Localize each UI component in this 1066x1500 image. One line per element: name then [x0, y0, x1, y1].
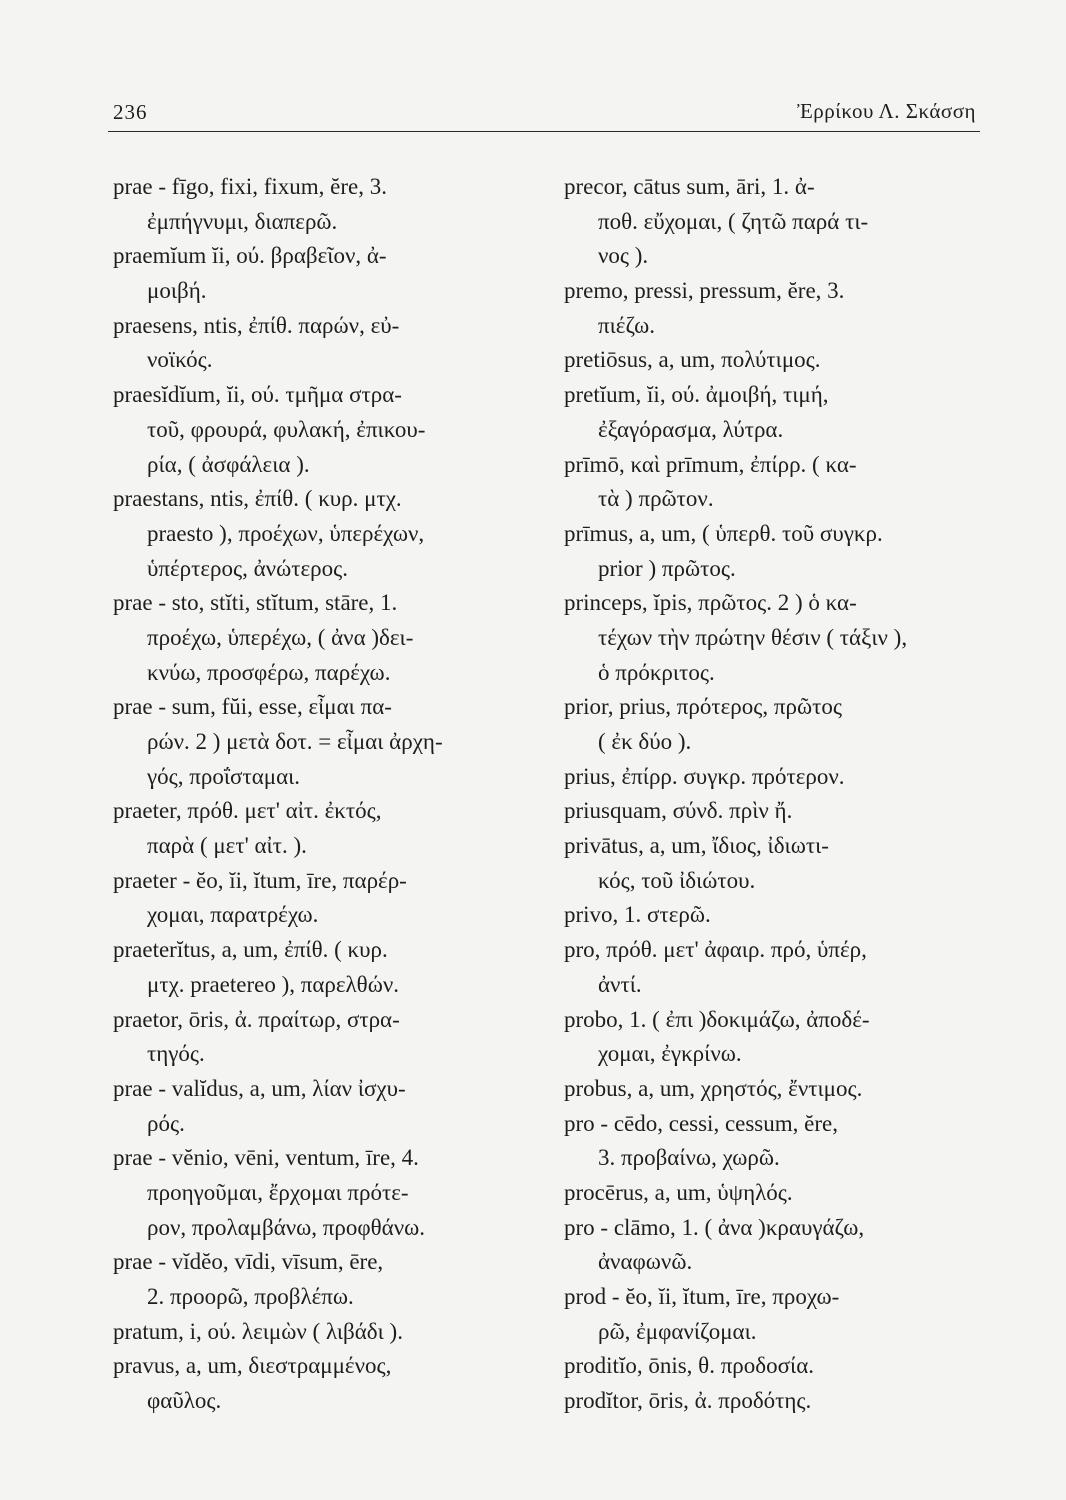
dictionary-entry-line: prīmō, καὶ prīmum, ἐπίρρ. ( κα- — [564, 451, 857, 477]
entry-continuation-line: ρός. — [147, 1110, 185, 1136]
entry-continuation-line: ἀναφωνῶ. — [598, 1249, 693, 1275]
entry-continuation-line: τοῦ, φρουρά, φυλακή, ἐπικου- — [147, 416, 426, 442]
dictionary-entry-line: pretiōsus, a, um, πολύτιμος. — [564, 347, 821, 373]
dictionary-entry-line: precor, cātus sum, āri, 1. ἀ- — [564, 174, 815, 199]
entry-continuation-line: ρία, ( ἀσφάλεια ). — [147, 451, 310, 477]
entry-continuation-line: γός, προΐσταμαι. — [147, 763, 301, 789]
dictionary-entry-line: proditĭo, ōnis, θ. προδοσία. — [564, 1353, 815, 1379]
dictionary-entry-line: prae - vĭdĕo, vīdi, vīsum, ēre, — [113, 1249, 384, 1275]
entry-continuation-line: νος ). — [598, 243, 649, 269]
entry-continuation-line: prior ) πρῶτος. — [598, 555, 736, 581]
dictionary-entry-line: princeps, ĭpis, πρῶτος. 2 ) ὁ κα- — [564, 590, 857, 616]
dictionary-entry-line: praetor, ōris, ἀ. πραίτωρ, στρα- — [113, 1006, 400, 1032]
dictionary-entry-line: privo, 1. στερῶ. — [564, 902, 711, 928]
dictionary-entry-line: prae - sto, stĭti, stĭtum, stāre, 1. — [113, 590, 398, 616]
right-column — [564, 170, 984, 1419]
entry-continuation-line: ἀντί. — [598, 971, 642, 997]
dictionary-entry-line: pravus, a, um, διεστραμμένος, — [113, 1353, 392, 1379]
entry-continuation-line: παρὰ ( μετ' αἰτ. ). — [147, 833, 307, 859]
dictionary-entry-line: pro - cēdo, cessi, cessum, ĕre, — [564, 1110, 838, 1136]
dictionary-entry-line: prod - ĕo, ĭi, ĭtum, īre, προχω- — [564, 1284, 840, 1309]
entry-continuation-line: κός, τοῦ ἰδιώτου. — [598, 867, 756, 893]
dictionary-entry-line: privātus, a, um, ἴδιος, ἰδιωτι- — [564, 833, 829, 859]
entry-continuation-line: praesto ), προέχων, ὑπερέχων, — [147, 520, 425, 546]
entry-continuation-line: ἐμπήγνυμι, διαπερῶ. — [147, 208, 338, 234]
running-head: Ἐρρίκου Λ. Σκάσση — [797, 99, 976, 123]
entry-continuation-line: ρών. 2 ) μετὰ δοτ. = εἶμαι ἀρχη- — [147, 729, 443, 754]
dictionary-entry-line: praeter, πρόθ. μετ' αἰτ. ἐκτός, — [113, 798, 382, 824]
entry-continuation-line: προέχω, ὑπερέχω, ( ἀνα )δει- — [147, 624, 414, 650]
entry-continuation-line: χομαι, παρατρέχω. — [147, 902, 319, 928]
header-rule — [108, 131, 980, 132]
dictionary-entry-line: praesens, ntis, ἐπίθ. παρών, εὐ- — [113, 312, 400, 338]
dictionary-entry-line: probus, a, um, χρηστός, ἔντιμος. — [564, 1075, 863, 1101]
entry-continuation-line: νοϊκός. — [147, 347, 213, 373]
entry-continuation-line: 2. προορῶ, προβλέπω. — [147, 1284, 354, 1309]
dictionary-entry-line: procērus, a, um, ὑψηλός. — [564, 1179, 793, 1205]
dictionary-entry-line: priusquam, σύνδ. πρὶν ἤ. — [564, 798, 793, 824]
entry-continuation-line: φαῦλος. — [147, 1388, 222, 1414]
entry-continuation-line: ρῶ, ἐμφανίζομαι. — [598, 1318, 757, 1344]
entry-continuation-line: τηγός. — [147, 1041, 205, 1067]
dictionary-entry-line: probo, 1. ( ἐπι )δοκιμάζω, ἀποδέ- — [564, 1006, 870, 1032]
dictionary-entry-line: pratum, i, ού. λειμὼν ( λιβάδι ). — [113, 1318, 403, 1344]
entry-continuation-line: τὰ ) πρῶτον. — [598, 486, 714, 512]
dictionary-entry-line: praemĭum ĭi, ού. βραβεῖον, ἀ- — [113, 243, 387, 269]
entry-continuation-line: τέχων τὴν πρώτην θέσιν ( τάξιν ), — [598, 624, 908, 650]
dictionary-entry-line: premo, pressi, pressum, ĕre, 3. — [564, 278, 845, 304]
dictionary-entry-line: prae - fīgo, fixi, fixum, ĕre, 3. — [113, 174, 387, 199]
entry-continuation-line: ρον, προλαμβάνω, προφθάνω. — [147, 1214, 426, 1240]
dictionary-entry-line: prior, prius, πρότερος, πρῶτος — [564, 694, 842, 720]
entry-continuation-line: 3. προβαίνω, χωρῶ. — [598, 1145, 780, 1171]
dictionary-entry-line: pro, πρόθ. μετ' ἀφαιρ. πρό, ὑπέρ, — [564, 937, 867, 963]
dictionary-entry-line: prae - vĕnio, vēni, ventum, īre, 4. — [113, 1145, 419, 1171]
entry-continuation-line: πιέζω. — [598, 312, 656, 338]
entry-continuation-line: ἐξαγόρασμα, λύτρα. — [598, 416, 784, 442]
dictionary-entry-line: praesĭdĭum, ĭi, ού. τμῆμα στρα- — [113, 382, 402, 408]
dictionary-entry-line: praeter - ĕo, ĭi, ĭtum, īre, παρέρ- — [113, 867, 407, 893]
dictionary-entry-line: praeterĭtus, a, um, ἐπίθ. ( κυρ. — [113, 937, 388, 963]
entry-continuation-line: χομαι, ἐγκρίνω. — [598, 1041, 742, 1067]
entry-continuation-line: μοιβή. — [147, 278, 207, 304]
dictionary-entry-line: prīmus, a, um, ( ὑπερθ. τοῦ συγκρ. — [564, 520, 883, 546]
entry-continuation-line: μτχ. praetereo ), παρελθών. — [147, 971, 399, 997]
left-column — [113, 170, 533, 1419]
entry-continuation-line: ποθ. εὔχομαι, ( ζητῶ παρά τι- — [598, 208, 869, 234]
dictionary-entry-line: prae - valĭdus, a, um, λίαν ἰσχυ- — [113, 1075, 406, 1101]
dictionary-entry-line: praestans, ntis, ἐπίθ. ( κυρ. μτχ. — [113, 486, 402, 512]
dictionary-entry-line: pro - clāmo, 1. ( ἀνα )κραυγάζω, — [564, 1214, 865, 1240]
dictionary-entry-line: prodĭtor, ōris, ἀ. προδότης. — [564, 1388, 812, 1414]
entry-continuation-line: ὑπέρτερος, ἀνώτερος. — [147, 555, 348, 581]
page-number: 236 — [113, 100, 148, 124]
entry-continuation-line: ( ἐκ δύο ). — [598, 729, 692, 754]
entry-continuation-line: κνύω, προσφέρω, παρέχω. — [147, 659, 391, 685]
dictionary-entry-line: prae - sum, fŭi, esse, εἶμαι πα- — [113, 694, 392, 720]
dictionary-entry-line: pretĭum, ĭi, ού. ἀμοιβή, τιμή, — [564, 382, 829, 408]
dictionary-entry-line: prius, ἐπίρρ. συγκρ. πρότερον. — [564, 763, 845, 789]
entry-continuation-line: προηγοῦμαι, ἔρχομαι πρότε- — [147, 1179, 409, 1205]
entry-continuation-line: ὁ πρόκριτος. — [598, 659, 715, 685]
